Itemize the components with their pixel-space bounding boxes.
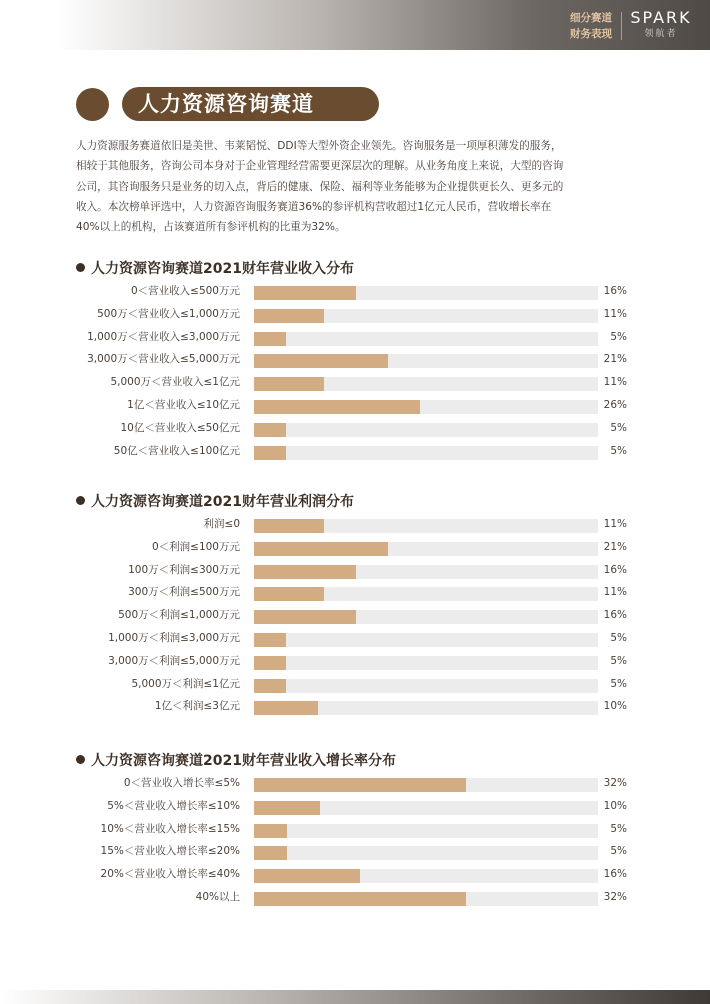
bar: [254, 801, 320, 815]
section-label: [556, 10, 612, 42]
bullet-icon: [76, 496, 85, 505]
value-label: 5%: [610, 444, 627, 457]
bar-track: [254, 778, 598, 792]
bar-track: [254, 892, 598, 906]
intro-line: 40%以上的机构，占该赛道所有参评机构的比重为32%。: [76, 221, 346, 234]
value-label: 5%: [610, 822, 627, 835]
bar-track: [254, 846, 598, 860]
bar-row: [76, 819, 636, 842]
bar-row: [76, 651, 636, 674]
bar: [254, 400, 420, 414]
bar-rows: [76, 514, 636, 719]
intro-line: 收入。本次榜单评选中，人力资源咨询服务赛道36%的参评机构营收超过1亿元人民币，营收增长率在: [76, 200, 552, 213]
bar: [254, 354, 388, 368]
bar-row: [76, 605, 636, 628]
bar: [254, 610, 356, 624]
brand-name-cn: 领航者: [644, 29, 678, 39]
category-label: 0＜营业收入≤500万元: [130, 285, 240, 297]
bar-row: [76, 674, 636, 697]
category-label: 15%＜营业收入增长率≤20%: [100, 845, 240, 858]
section-label-line1: 细分赛道: [570, 12, 612, 24]
bar-track: [254, 587, 598, 601]
chart-title: [76, 492, 354, 512]
brand-logo: [628, 8, 694, 40]
bullet-icon: [76, 263, 85, 272]
bullet-icon: [76, 755, 85, 764]
category-label: 40%以上: [195, 890, 240, 903]
value-label: 11%: [603, 518, 627, 530]
value-label: 5%: [610, 421, 627, 434]
value-label: 21%: [603, 353, 627, 366]
bar-row: [76, 395, 636, 418]
bar-track: [254, 542, 598, 556]
value-label: 11%: [603, 307, 627, 320]
footer-band: [0, 990, 710, 1004]
bar: [254, 309, 324, 323]
bar-row: [76, 864, 636, 887]
bar-track: [254, 824, 598, 838]
bar: [254, 565, 356, 579]
bar-track: [254, 309, 598, 323]
bar: [254, 824, 287, 838]
bar-track: [254, 446, 598, 460]
value-label: 11%: [603, 586, 627, 599]
value-label: 5%: [610, 845, 627, 858]
bar: [254, 423, 286, 437]
bar: [254, 286, 356, 300]
category-label: 500万＜利润≤1,000万元: [118, 609, 240, 622]
value-label: 5%: [610, 654, 627, 667]
value-label: 5%: [610, 631, 627, 644]
bar: [254, 656, 286, 670]
category-label: 利润≤0: [203, 518, 240, 530]
bar: [254, 332, 286, 346]
value-label: 10%: [603, 700, 627, 713]
category-label: 20%＜营业收入增长率≤40%: [100, 868, 240, 881]
bar-row: [76, 418, 636, 441]
bar-row: [76, 582, 636, 605]
title-dot-icon: [76, 88, 109, 121]
bar-row: [76, 537, 636, 560]
value-label: 16%: [603, 868, 627, 881]
category-label: 1亿＜利润≤3亿元: [154, 700, 240, 713]
intro-line: 相较于其他服务，咨询公司本身对于企业管理经营需要更深层次的理解。从业务角度上来说，大型的咨询: [76, 160, 564, 173]
bar-row: [76, 560, 636, 583]
category-label: 5,000万＜利润≤1亿元: [131, 677, 240, 690]
section-label-line2: 财务表现: [570, 28, 612, 40]
bar-track: [254, 565, 598, 579]
bar-row: [76, 796, 636, 819]
category-label: 5%＜营业收入增长率≤10%: [107, 799, 240, 812]
bar-row: [76, 349, 636, 372]
bar-track: [254, 801, 598, 815]
category-label: 100万＜利润≤300万元: [128, 563, 240, 576]
bar: [254, 542, 388, 556]
bar-track: [254, 400, 598, 414]
chart-title: [76, 259, 354, 279]
bar: [254, 869, 360, 883]
value-label: 32%: [603, 777, 627, 789]
category-label: 10%＜营业收入增长率≤15%: [100, 822, 240, 835]
bar-row: [76, 372, 636, 395]
brand-name-en: SPARK: [630, 8, 692, 27]
bar-track: [254, 610, 598, 624]
bar-row: [76, 628, 636, 651]
bar-track: [254, 286, 598, 300]
bar: [254, 892, 466, 906]
value-label: 11%: [603, 376, 627, 389]
category-label: 1,000万＜利润≤3,000万元: [108, 631, 240, 644]
chart-title-text: 人力资源咨询赛道2021财年营业利润分布: [91, 494, 354, 510]
category-label: 3,000万＜利润≤5,000万元: [108, 654, 240, 667]
category-label: 300万＜利润≤500万元: [128, 586, 240, 599]
bar-row: [76, 887, 636, 910]
value-label: 16%: [603, 285, 627, 297]
bar-track: [254, 519, 598, 533]
bar-row: [76, 696, 636, 719]
bar-track: [254, 701, 598, 715]
header-divider: [621, 12, 622, 40]
intro-paragraph: [76, 136, 636, 237]
value-label: 26%: [603, 398, 627, 411]
bar-track: [254, 869, 598, 883]
value-label: 5%: [610, 677, 627, 690]
category-label: 50亿＜营业收入≤100亿元: [113, 444, 240, 457]
value-label: 21%: [603, 540, 627, 553]
bar: [254, 846, 287, 860]
category-label: 1亿＜营业收入≤10亿元: [127, 398, 240, 411]
category-label: 1,000万＜营业收入≤3,000万元: [87, 330, 240, 343]
bar-row: [76, 841, 636, 864]
chart-title-text: 人力资源咨询赛道2021财年营业收入分布: [91, 261, 354, 277]
category-label: 10亿＜营业收入≤50亿元: [120, 421, 240, 434]
bar: [254, 519, 324, 533]
bar-track: [254, 423, 598, 437]
bar-track: [254, 354, 598, 368]
intro-line: 人力资源服务赛道依旧是美世、韦莱韬悦、DDI等大型外资企业领先。咨询服务是一项厚积薄发的服务，: [76, 140, 562, 152]
bar: [254, 701, 318, 715]
bar-row: [76, 773, 636, 796]
bar-row: [76, 441, 636, 464]
bar-track: [254, 633, 598, 647]
category-label: 500万＜营业收入≤1,000万元: [97, 307, 240, 320]
category-label: 0＜营业收入增长率≤5%: [123, 777, 240, 789]
value-label: 5%: [610, 330, 627, 343]
bar-rows: [76, 281, 636, 463]
bar: [254, 446, 286, 460]
category-label: 5,000万＜营业收入≤1亿元: [110, 376, 240, 389]
bar-track: [254, 377, 598, 391]
page-title: 人力资源咨询赛道: [122, 87, 379, 121]
bar-track: [254, 332, 598, 346]
bar: [254, 679, 286, 693]
bar-track: [254, 679, 598, 693]
bar-rows: [76, 773, 636, 910]
category-label: 3,000万＜营业收入≤5,000万元: [87, 353, 240, 366]
bar: [254, 377, 324, 391]
value-label: 10%: [603, 799, 627, 812]
category-label: 0＜利润≤100万元: [151, 540, 240, 553]
value-label: 16%: [603, 563, 627, 576]
bar: [254, 587, 324, 601]
bar-row: [76, 327, 636, 350]
bar: [254, 633, 286, 647]
chart-title: [76, 751, 396, 771]
value-label: 32%: [603, 890, 627, 903]
bar: [254, 778, 466, 792]
bar-track: [254, 656, 598, 670]
bar-row: [76, 304, 636, 327]
chart-title-text: 人力资源咨询赛道2021财年营业收入增长率分布: [91, 753, 396, 769]
intro-line: 公司，其咨询服务只是业务的切入点，背后的健康、保险、福利等业务能够为企业提供更长久、更多元的: [76, 180, 564, 193]
bar-row: [76, 281, 636, 304]
bar-row: [76, 514, 636, 537]
value-label: 16%: [603, 609, 627, 622]
